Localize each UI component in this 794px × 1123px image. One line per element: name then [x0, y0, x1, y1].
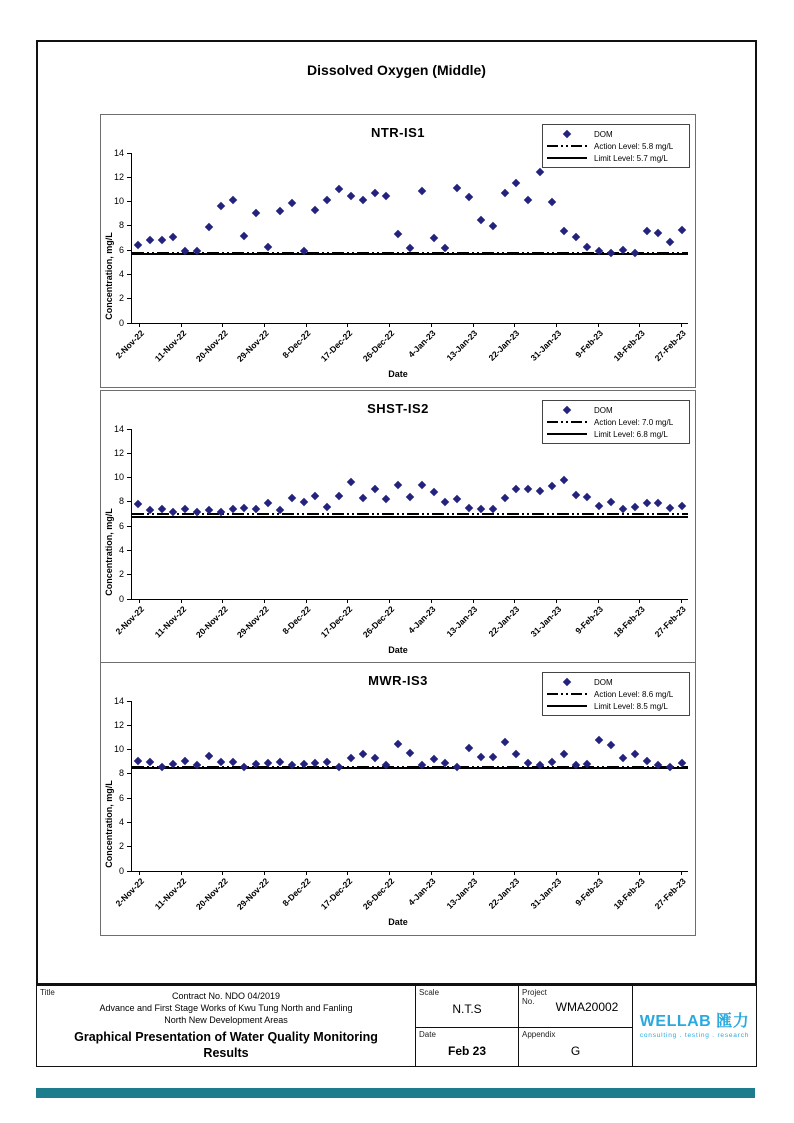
- solid-line-icon: [545, 157, 589, 159]
- legend-limit-label: Limit Level: 8.5 mg/L: [594, 701, 668, 711]
- legend-row-action: [545, 416, 687, 428]
- x-tick: [347, 323, 348, 327]
- data-point: [560, 750, 568, 758]
- x-tick: [264, 871, 265, 875]
- data-point: [654, 499, 662, 507]
- data-point: [548, 482, 556, 490]
- scale-cell: [416, 986, 519, 1028]
- y-tick: [127, 599, 132, 600]
- y-tick-label: 12: [113, 719, 124, 730]
- x-tick: [514, 871, 515, 875]
- document-title-line-1: Graphical Presentation of Water Quality Monitoring: [74, 1030, 378, 1044]
- y-tick: [127, 429, 132, 430]
- y-tick: [127, 574, 132, 575]
- data-point: [323, 502, 331, 510]
- legend-action-label: Action Level: 5.8 mg/L: [594, 141, 674, 151]
- data-point: [181, 756, 189, 764]
- data-point: [287, 494, 295, 502]
- x-tick: [181, 871, 182, 875]
- data-point: [323, 196, 331, 204]
- x-tick: [681, 323, 682, 327]
- data-point: [642, 756, 650, 764]
- x-axis-title: Date: [388, 645, 408, 655]
- chart-title: MWR-IS3: [368, 673, 428, 688]
- document-title-line-2: Results: [203, 1046, 249, 1060]
- y-axis-title: Concentration, mg/L: [104, 232, 114, 320]
- data-point: [347, 478, 355, 486]
- scale-label: Scale: [419, 988, 440, 997]
- data-point: [654, 229, 662, 237]
- legend-row-limit: [545, 152, 687, 164]
- data-point: [228, 196, 236, 204]
- y-tick: [127, 550, 132, 551]
- data-point: [583, 493, 591, 501]
- legend-series-label: DOM: [594, 677, 613, 687]
- y-tick: [127, 201, 132, 202]
- footer-accent-bar: [36, 1088, 755, 1098]
- limit-level-line: [132, 253, 688, 255]
- data-point: [595, 501, 603, 509]
- data-point: [477, 216, 485, 224]
- data-point: [429, 488, 437, 496]
- x-tick: [598, 871, 599, 875]
- legend-limit-label: Limit Level: 6.8 mg/L: [594, 429, 668, 439]
- chart-title: NTR-IS1: [370, 125, 426, 140]
- data-point: [560, 226, 568, 234]
- project-value: WMA20002: [555, 1000, 619, 1014]
- x-axis-title: Date: [388, 917, 408, 927]
- data-point: [512, 484, 520, 492]
- data-point: [607, 248, 615, 256]
- title-cell: [37, 986, 416, 1066]
- x-tick: [556, 599, 557, 603]
- data-point: [406, 493, 414, 501]
- data-point: [489, 753, 497, 761]
- title-block: [36, 985, 757, 1067]
- limit-level-line: [132, 516, 688, 518]
- data-point: [299, 498, 307, 506]
- x-tick: [431, 599, 432, 603]
- y-axis-title: Concentration, mg/L: [104, 508, 114, 596]
- y-tick-label: 8: [118, 768, 124, 779]
- data-point: [571, 233, 579, 241]
- y-tick: [127, 822, 132, 823]
- data-point: [453, 762, 461, 770]
- data-point: [335, 762, 343, 770]
- data-point: [394, 481, 402, 489]
- data-point: [252, 208, 260, 216]
- y-tick-label: 0: [118, 865, 124, 876]
- x-tick: [347, 871, 348, 875]
- y-tick: [127, 501, 132, 502]
- x-tick: [556, 871, 557, 875]
- data-point: [678, 225, 686, 233]
- data-point: [512, 179, 520, 187]
- data-point: [145, 236, 153, 244]
- date-cell: [416, 1028, 519, 1066]
- wellab-logo: [633, 1008, 756, 1039]
- report-border-box: [36, 40, 757, 985]
- x-tick: [514, 323, 515, 327]
- chart-panel-mwr-is3: [100, 662, 696, 936]
- chart-panel-ntr-is1: [100, 114, 696, 388]
- x-tick: [473, 871, 474, 875]
- data-point: [465, 504, 473, 512]
- data-point: [418, 186, 426, 194]
- y-tick-label: 4: [118, 816, 124, 827]
- date-label: Date: [419, 1030, 436, 1039]
- page-title: Dissolved Oxygen (Middle): [307, 62, 486, 78]
- y-tick: [127, 701, 132, 702]
- data-point: [134, 756, 142, 764]
- data-point: [500, 738, 508, 746]
- data-point: [370, 189, 378, 197]
- data-point: [453, 495, 461, 503]
- y-tick: [127, 749, 132, 750]
- chart-legend: [542, 124, 690, 168]
- data-point: [134, 241, 142, 249]
- x-tick: [598, 599, 599, 603]
- appendix-value: G: [570, 1044, 581, 1058]
- y-tick-label: 4: [118, 544, 124, 555]
- data-point: [524, 196, 532, 204]
- x-tick: [181, 599, 182, 603]
- x-axis-title: Date: [388, 369, 408, 379]
- logo-cell: [633, 986, 756, 1066]
- data-point: [240, 762, 248, 770]
- data-point: [311, 492, 319, 500]
- limit-level-line: [132, 767, 688, 769]
- x-tick: [681, 599, 682, 603]
- data-point: [583, 242, 591, 250]
- data-point: [631, 750, 639, 758]
- contract-text: [37, 990, 415, 1026]
- dash-dot-line-icon: [545, 693, 589, 695]
- x-tick: [139, 599, 140, 603]
- y-tick: [127, 274, 132, 275]
- legend-row-limit: [545, 700, 687, 712]
- data-point: [358, 494, 366, 502]
- data-point: [666, 504, 674, 512]
- data-point: [347, 754, 355, 762]
- diamond-marker-icon: [545, 131, 589, 137]
- wellab-logo-cjk: 匯力: [716, 1013, 750, 1030]
- data-point: [666, 762, 674, 770]
- y-tick-label: 14: [113, 147, 124, 158]
- plot-area: Concentration, mg/L 0 2 4 6 8 10 12 14 2-Nov-22 11-Nov-22 20-Nov-22 29-Nov-22 8-Dec-22 17-Dec-22 26-Dec-22 4-Jan-23 13-Jan-23 22-Jan-23 31-Jan-23 9-Feb-23 18-Feb-23 27-Feb-23: [104, 423, 689, 640]
- y-tick: [127, 798, 132, 799]
- data-point: [631, 502, 639, 510]
- data-point: [264, 499, 272, 507]
- y-tick-label: 14: [113, 695, 124, 706]
- x-tick: [264, 323, 265, 327]
- data-point: [216, 202, 224, 210]
- data-point: [157, 762, 165, 770]
- y-tick: [127, 725, 132, 726]
- diamond-marker-icon: [545, 407, 589, 413]
- data-point: [678, 501, 686, 509]
- data-point: [441, 498, 449, 506]
- wellab-logo-text: WELLAB 匯力: [639, 1013, 750, 1030]
- data-point: [512, 750, 520, 758]
- data-point: [205, 223, 213, 231]
- y-tick-label: 6: [118, 792, 124, 803]
- contract-line-2: Advance and First Stage Works of Kwu Tung North and Fanling: [99, 1003, 353, 1013]
- y-tick-label: 6: [118, 520, 124, 531]
- x-tick: [139, 323, 140, 327]
- y-tick: [127, 298, 132, 299]
- action-level-line: [132, 513, 688, 515]
- legend-row-action: [545, 140, 687, 152]
- legend-limit-label: Limit Level: 5.7 mg/L: [594, 153, 668, 163]
- data-point: [524, 484, 532, 492]
- data-point: [287, 199, 295, 207]
- x-tick: [556, 323, 557, 327]
- chart-legend: [542, 400, 690, 444]
- y-axis-title: Concentration, mg/L: [104, 780, 114, 868]
- data-point: [666, 237, 674, 245]
- legend-row-series: [545, 128, 687, 140]
- y-tick-label: 10: [113, 196, 124, 207]
- plot-area: Concentration, mg/L 0 2 4 6 8 10 12 14 2-Nov-22 11-Nov-22 20-Nov-22 29-Nov-22 8-Dec-22 17-Dec-22 26-Dec-22 4-Jan-23 13-Jan-23 22-Jan-23 31-Jan-23 9-Feb-23 18-Feb-23 27-Feb-23: [104, 695, 689, 912]
- y-tick: [127, 323, 132, 324]
- y-tick-label: 10: [113, 744, 124, 755]
- x-tick: [389, 323, 390, 327]
- document-title: [37, 1029, 415, 1061]
- data-point: [465, 744, 473, 752]
- data-point: [631, 248, 639, 256]
- data-point: [642, 499, 650, 507]
- y-tick: [127, 453, 132, 454]
- appendix-cell: [519, 1028, 633, 1066]
- data-point: [240, 504, 248, 512]
- legend-row-limit: [545, 428, 687, 440]
- x-tick: [306, 599, 307, 603]
- y-tick: [127, 153, 132, 154]
- x-tick: [514, 599, 515, 603]
- data-point: [406, 749, 414, 757]
- project-label: Project No.: [522, 988, 547, 1006]
- y-tick-label: 10: [113, 472, 124, 483]
- y-tick-label: 14: [113, 423, 124, 434]
- y-tick: [127, 477, 132, 478]
- y-tick-label: 2: [118, 293, 124, 304]
- x-tick: [389, 871, 390, 875]
- legend-action-label: Action Level: 7.0 mg/L: [594, 417, 674, 427]
- data-point: [394, 739, 402, 747]
- data-point: [382, 495, 390, 503]
- legend-row-series: [545, 404, 687, 416]
- x-tick: [306, 323, 307, 327]
- y-tick-label: 12: [113, 447, 124, 458]
- legend-action-label: Action Level: 8.6 mg/L: [594, 689, 674, 699]
- data-point: [370, 754, 378, 762]
- date-value: Feb 23: [447, 1044, 486, 1058]
- data-point: [169, 233, 177, 241]
- y-tick: [127, 225, 132, 226]
- data-point: [240, 231, 248, 239]
- chart-legend: [542, 672, 690, 716]
- x-tick: [431, 323, 432, 327]
- x-tick: [473, 599, 474, 603]
- data-point: [311, 206, 319, 214]
- appendix-label: Appendix: [522, 1030, 556, 1039]
- data-point: [429, 755, 437, 763]
- data-point: [335, 185, 343, 193]
- data-point: [335, 492, 343, 500]
- legend-row-series: [545, 676, 687, 688]
- y-tick-label: 0: [118, 317, 124, 328]
- solid-line-icon: [545, 705, 589, 707]
- data-point: [276, 207, 284, 215]
- legend-row-action: [545, 688, 687, 700]
- y-tick: [127, 871, 132, 872]
- data-point: [347, 191, 355, 199]
- legend-series-label: DOM: [594, 405, 613, 415]
- data-point: [607, 740, 615, 748]
- data-point: [536, 487, 544, 495]
- contract-line-1: Contract No. NDO 04/2019: [171, 991, 281, 1001]
- data-point: [489, 222, 497, 230]
- y-tick-label: 8: [118, 496, 124, 507]
- y-tick-label: 12: [113, 171, 124, 182]
- y-tick: [127, 177, 132, 178]
- x-tick: [306, 871, 307, 875]
- x-tick: [473, 323, 474, 327]
- x-tick: [139, 871, 140, 875]
- chart-panel-shst-is2: [100, 390, 696, 664]
- diamond-marker-icon: [545, 679, 589, 685]
- data-point: [536, 168, 544, 176]
- data-point: [264, 242, 272, 250]
- x-tick: [181, 323, 182, 327]
- project-cell: [519, 986, 633, 1028]
- y-tick-label: 2: [118, 841, 124, 852]
- wellab-logo-tagline: consulting . testing . research: [639, 1032, 750, 1039]
- data-point: [642, 226, 650, 234]
- x-tick: [681, 871, 682, 875]
- legend-series-label: DOM: [594, 129, 613, 139]
- data-point: [453, 184, 461, 192]
- y-tick-label: 0: [118, 593, 124, 604]
- plot-area: Concentration, mg/L 0 2 4 6 8 10 12 14 2-Nov-22 11-Nov-22 20-Nov-22 29-Nov-22 8-Dec-22 17-Dec-22 26-Dec-22 4-Jan-23 13-Jan-23 22-Jan-23 31-Jan-23 9-Feb-23 18-Feb-23 27-Feb-23: [104, 147, 689, 364]
- data-point: [500, 189, 508, 197]
- y-tick: [127, 773, 132, 774]
- y-tick: [127, 526, 132, 527]
- data-point: [382, 191, 390, 199]
- dash-dot-line-icon: [545, 145, 589, 147]
- data-point: [358, 196, 366, 204]
- data-point: [358, 750, 366, 758]
- data-point: [205, 751, 213, 759]
- y-tick-label: 6: [118, 244, 124, 255]
- data-point: [394, 230, 402, 238]
- y-tick: [127, 846, 132, 847]
- data-point: [560, 476, 568, 484]
- data-point: [500, 494, 508, 502]
- title-cell-label: Title: [40, 988, 55, 997]
- data-point: [418, 481, 426, 489]
- y-tick-label: 2: [118, 569, 124, 580]
- x-tick: [264, 599, 265, 603]
- y-tick-label: 4: [118, 268, 124, 279]
- data-point: [134, 500, 142, 508]
- x-tick: [347, 599, 348, 603]
- data-point: [607, 498, 615, 506]
- data-point: [595, 736, 603, 744]
- data-point: [548, 197, 556, 205]
- data-point: [429, 234, 437, 242]
- x-tick: [389, 599, 390, 603]
- data-point: [465, 192, 473, 200]
- x-tick: [598, 323, 599, 327]
- chart-title: SHST-IS2: [367, 401, 429, 416]
- scale-value: N.T.S: [452, 1002, 482, 1016]
- data-point: [571, 490, 579, 498]
- solid-line-icon: [545, 433, 589, 435]
- y-tick-label: 8: [118, 220, 124, 231]
- x-tick: [431, 871, 432, 875]
- data-point: [370, 484, 378, 492]
- y-tick: [127, 250, 132, 251]
- data-point: [157, 236, 165, 244]
- data-point: [477, 753, 485, 761]
- contract-line-3: North New Development Areas: [164, 1015, 288, 1025]
- data-point: [619, 754, 627, 762]
- dash-dot-line-icon: [545, 421, 589, 423]
